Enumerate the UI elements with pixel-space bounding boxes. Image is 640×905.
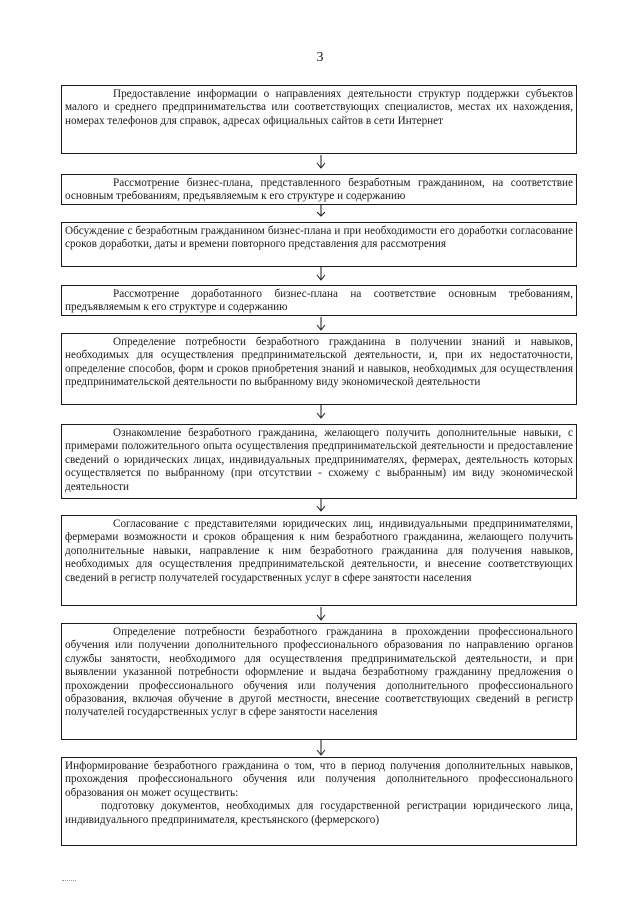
flow-step-2: [61, 174, 577, 205]
step-1-text: Предоставление информации о направлениях деятельности структур поддержки субъектов малого и среднего предпринимательства или соответствующих специалистов, местах их нахождения, номерах телефонов для справок, адресах официальных сайтов в сети Интернет: [65, 88, 573, 127]
step-3-text: Обсуждение с безработным гражданином бизнес-плана и при необходимости его доработки согласование сроков доработки, даты и времени повторного представления для рассмотрения: [65, 225, 573, 251]
step-6-text: Ознакомление безработного гражданина, желающего получить дополнительные навыки, с примерами положительного опыта осуществления предпринимательской деятельности и предоставление сведений о юридических лицах, индивидуальных предпринимателях, фермерах, деятельность которых осуществляется по выбранному (при отсутствии - схожему с выбранным) им виду экономической деятельности: [65, 427, 573, 493]
flow-arrow-7: [316, 607, 326, 621]
page-number: 3: [316, 50, 324, 65]
flow-step-7: [61, 515, 577, 606]
step-8-text: Определение потребности безработного гражданина в прохождении профессионального обучения или получении дополнительного профессионального образования по направлению органов службы занятости, необходимого для осуществления предпринимательской деятельности, и при выявлении указанной потребности оформление и выдача безработному гражданину предложения о прохождении профессионального обучения или получения дополнительного профессионального образования, включая обучение в другой местности, внесение соответствующих сведений в регистр получателей государственных услуг в сфере занятости населения: [65, 626, 573, 719]
flow-arrow-6: [316, 499, 326, 512]
step-9-text: Информирование безработного гражданина о том, что в период получения дополнительных навыков, прохождения профессионального обучения или получения дополнительного профессионального образования он может осуществить:: [65, 760, 573, 799]
flow-arrow-2: [316, 205, 326, 217]
flow-step-6: [61, 424, 577, 499]
step-9-subitem: подготовку документов, необходимых для государственной регистрации юридического лица, индивидуального предпринимателя, крестьянского (фермерского): [65, 800, 573, 826]
step-4-text: Рассмотрение доработанного бизнес-плана на соответствие основным требованиям, предъявляемым к его структуре и содержанию: [65, 288, 573, 314]
flow-arrow-3: [316, 267, 326, 281]
flow-arrow-5: [316, 405, 326, 419]
footer-mark: [62, 880, 76, 881]
flow-step-9: [61, 757, 577, 846]
flow-step-8: [61, 623, 577, 740]
flow-step-5: [61, 333, 577, 405]
flow-step-3: [61, 222, 577, 267]
flow-step-4: [61, 285, 577, 316]
step-7-text: Согласование с представителями юридических лиц, индивидуальными предпринимателями, фермерами возможности и сроков обращения к ним безработного гражданина, желающего получить дополнительные навыки, направление к ним безработного гражданина для получения навыков, необходимых для осуществления предпринимательской деятельности, и внесение соответствующих сведений в регистр получателей государственных услуг в сфере занятости населения: [65, 518, 573, 584]
flow-step-1: [61, 85, 577, 154]
flow-arrow-1: [316, 155, 326, 169]
flow-arrow-8: [316, 740, 326, 756]
flow-arrow-4: [316, 317, 326, 331]
step-5-text: Определение потребности безработного гражданина в получении знаний и навыков, необходимых для осуществления предпринимательской деятельности, и, при их недостаточности, определение способов, форм и сроков приобретения знаний и навыков, необходимых для осуществления предпринимательской деятельности по выбранному виду экономической деятельности: [65, 336, 573, 389]
step-2-text: Рассмотрение бизнес-плана, представленного безработным гражданином, на соответствие основным требованиям, предъявляемым к его структуре и содержанию: [65, 177, 573, 203]
